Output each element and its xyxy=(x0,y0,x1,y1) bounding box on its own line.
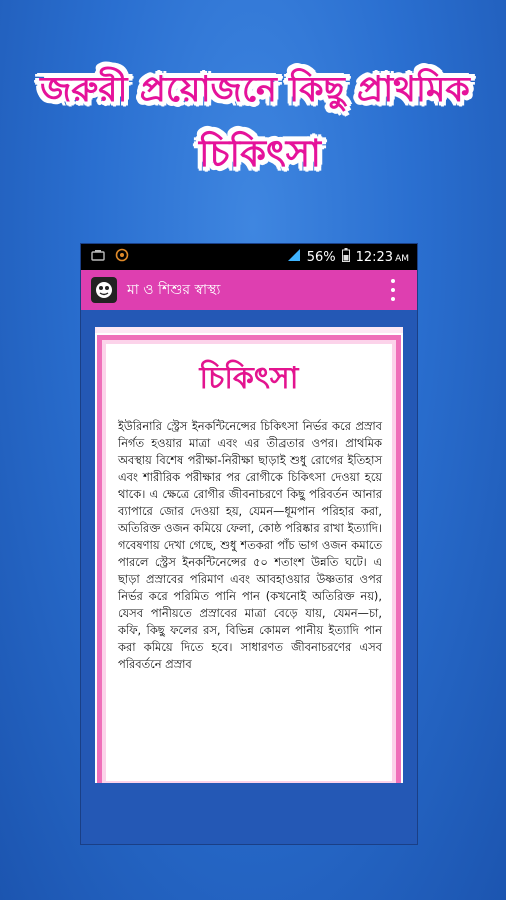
battery-icon xyxy=(342,248,350,266)
app-logo-icon[interactable] xyxy=(91,277,117,303)
overflow-menu-icon[interactable] xyxy=(389,279,397,301)
signal-icon xyxy=(287,248,301,266)
previous-card-edge xyxy=(95,327,403,333)
battery-percent: 56% xyxy=(306,249,336,265)
article-viewport[interactable] xyxy=(95,327,403,783)
article-card xyxy=(97,335,401,783)
clock-time: 12:23 AM xyxy=(355,249,409,265)
article-body: ইউরিনারি স্ট্রেস ইনকন্টিনেন্সের চিকিৎসা নির্ভর করে প্রস্রাব নির্গত হওয়ার মাত্রা এবং এর তীব্রতার ওপর। প্রাথমিক অবস্থায় বিশেষ পরীক্ষা-নিরীক্ষা ছাড়াই শুধু রোগের ইতিহাস এবং শারীরিক পরীক্ষার পর রোগীকে চিকিৎসা দেওয়া হয়ে থাকে। এ ক্ষেত্রে রোগীর জীবনাচরণে কিছু পরিবর্তন আনার ব্যাপারে জোর দেওয়া হয়, যেমন—ধূমপান পরিহার করা, অতিরিক্ত ওজন কমিয়ে ফেলা, কোষ্ঠ পরিষ্কার রাখা ইত্যাদি। গবেষণায় দেখা গেছে, শুধু শতকরা পাঁচ ভাগ ওজন কমাতে পারলে স্ট্রেস ইনকন্টিনেন্সের ৫০ শতাংশ উন্নতি ঘটে। এ ছাড়া প্রস্রাবের পরিমাণ এবং আবহাওয়ার উষ্ণতার ওপর নির্ভর করে পরিমিত পানি পান (কখনোই অতিরিক্ত নয়), যেসব পানীয়তে প্রস্রাবের মাত্রা বেড়ে যায়, যেমন—চা, কফি, কিছু ফলের রস, বিভিন্ন কোমল পানীয় ইত্যাদি পান করা কমিয়ে দিতে হবে। সাধারণত জীবনাচরণের এসব পরিবর্তনে প্রস্রাব xyxy=(118,419,382,671)
phone-screen xyxy=(81,244,417,844)
app-bar xyxy=(81,270,417,310)
status-bar xyxy=(81,244,417,270)
app-notification-icon xyxy=(115,248,129,266)
app-title: মা ও শিশুর স্বাস্থ্য xyxy=(127,282,221,298)
android-debug-icon xyxy=(91,249,105,265)
promo-headline-line1: জরুরী প্রয়োজনে কিছু প্রাথমিক xyxy=(40,70,470,110)
article-title: চিকিৎসা xyxy=(199,361,299,396)
promo-headline-line2: চিকিৎসা xyxy=(199,132,321,175)
